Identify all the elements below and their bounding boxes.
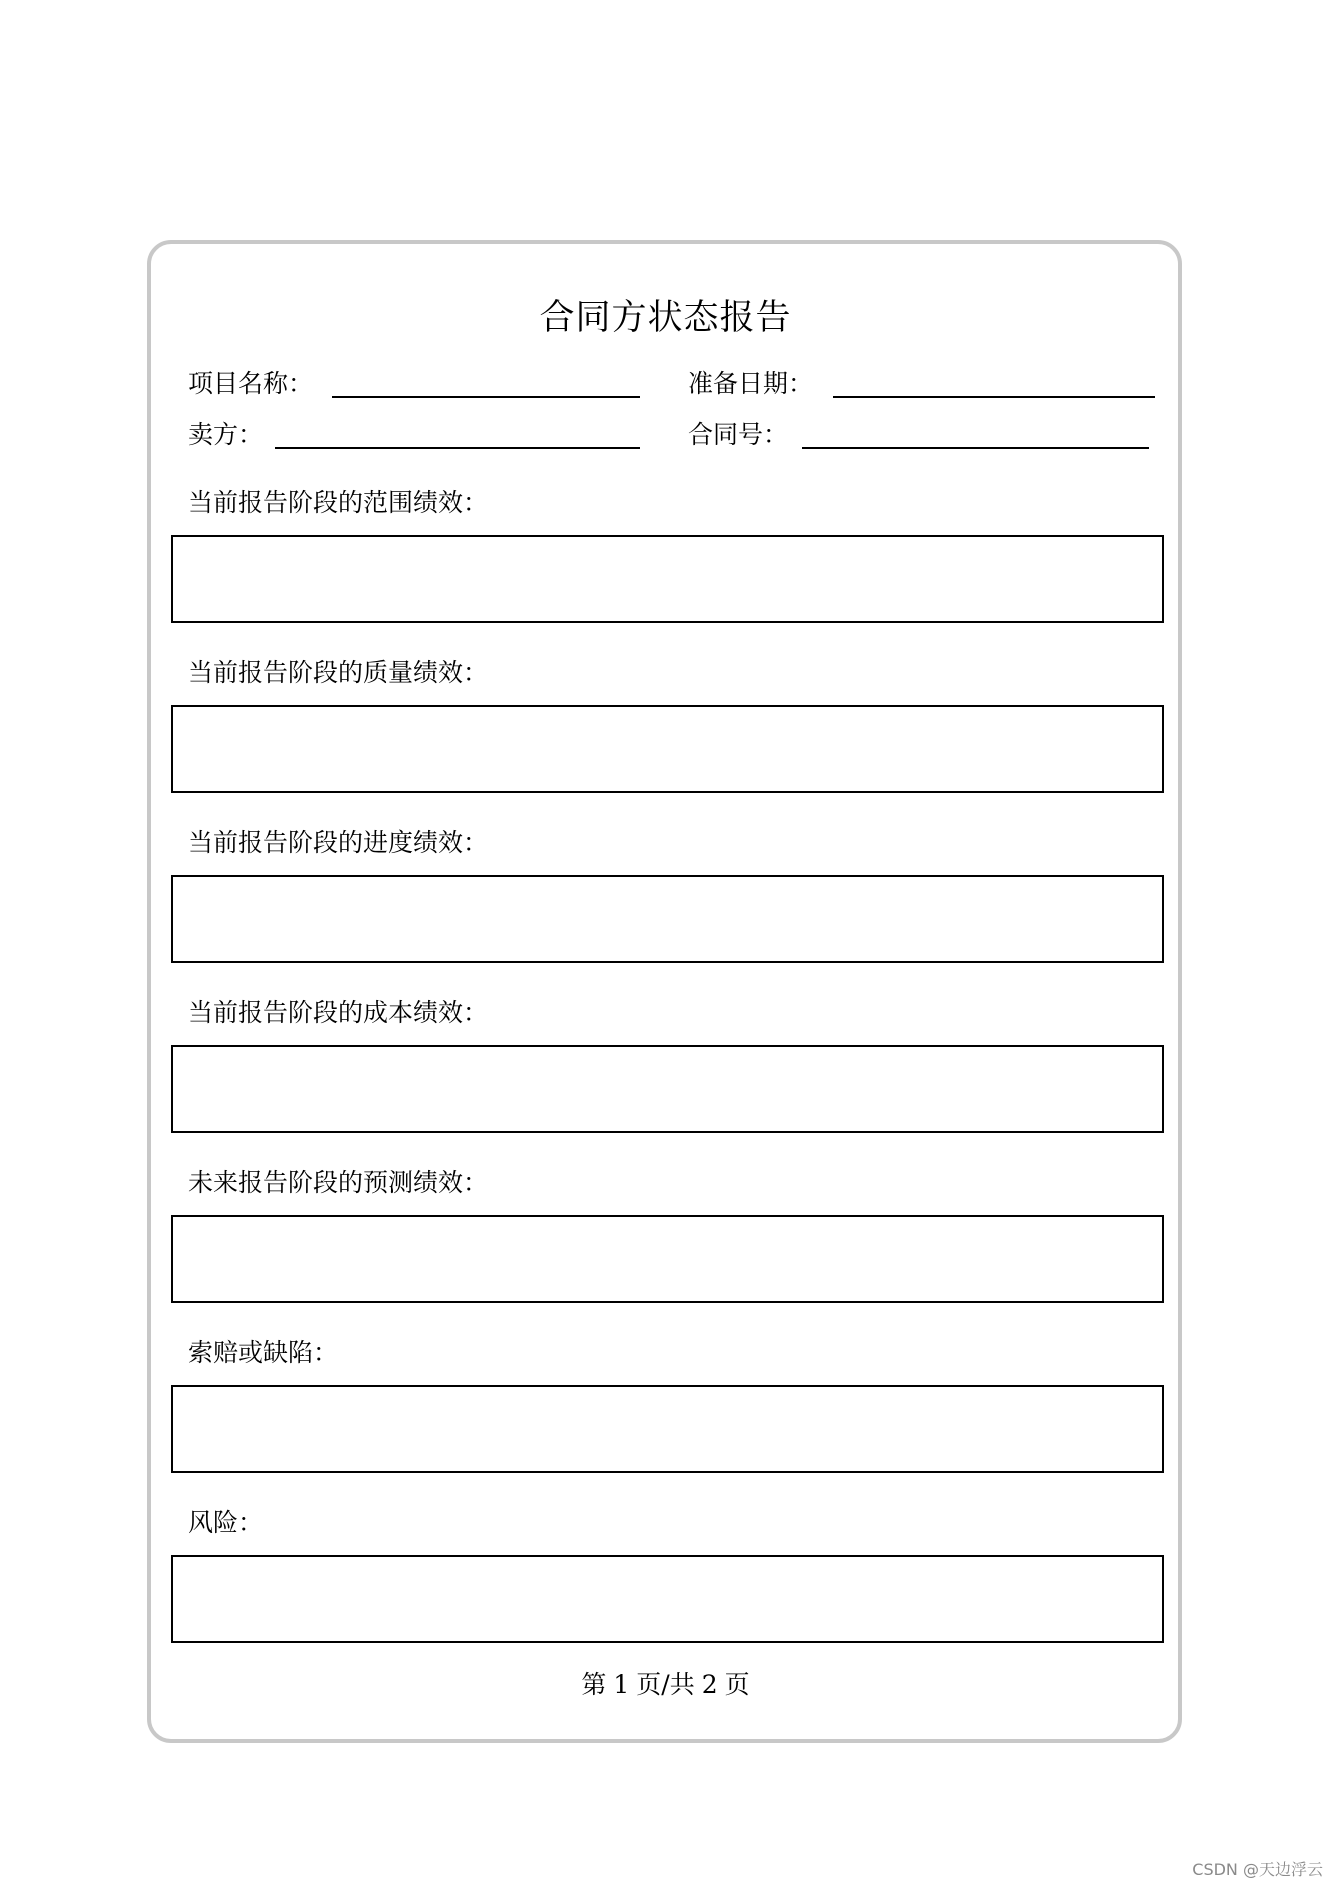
contract-no-field[interactable] <box>802 447 1149 449</box>
section-label-forecast: 未来报告阶段的预测绩效： <box>188 1168 489 1197</box>
section-label-cost: 当前报告阶段的成本绩效： <box>188 998 489 1027</box>
seller-label: 卖方： <box>188 420 264 449</box>
page-middle: 页/共 <box>636 1670 695 1699</box>
page-total: 2 <box>701 1670 718 1699</box>
seller-field[interactable] <box>275 447 640 449</box>
cost-performance-box[interactable] <box>171 1045 1164 1133</box>
section-label-risks: 风险： <box>188 1508 264 1537</box>
scope-performance-box[interactable] <box>171 535 1164 623</box>
form-card <box>147 240 1182 1743</box>
section-label-scope: 当前报告阶段的范围绩效： <box>188 488 489 517</box>
page-suffix: 页 <box>724 1670 750 1699</box>
watermark: CSDN @天边浮云 <box>1192 1860 1323 1879</box>
section-label-quality: 当前报告阶段的质量绩效： <box>188 658 489 687</box>
project-name-label: 项目名称： <box>188 369 314 398</box>
claims-defects-box[interactable] <box>171 1385 1164 1473</box>
prepared-date-field[interactable] <box>833 396 1155 398</box>
forecast-performance-box[interactable] <box>171 1215 1164 1303</box>
section-label-schedule: 当前报告阶段的进度绩效： <box>188 828 489 857</box>
section-label-claims: 索赔或缺陷： <box>188 1338 339 1367</box>
prepared-date-label: 准备日期： <box>688 369 814 398</box>
risks-box[interactable] <box>171 1555 1164 1643</box>
page-prefix: 第 <box>581 1670 607 1699</box>
schedule-performance-box[interactable] <box>171 875 1164 963</box>
page-number: 1 <box>613 1670 630 1699</box>
page-indicator <box>0 1670 1331 1700</box>
form-title: 合同方状态报告 <box>539 298 792 338</box>
project-name-field[interactable] <box>332 396 640 398</box>
quality-performance-box[interactable] <box>171 705 1164 793</box>
contract-no-label: 合同号： <box>688 420 789 449</box>
